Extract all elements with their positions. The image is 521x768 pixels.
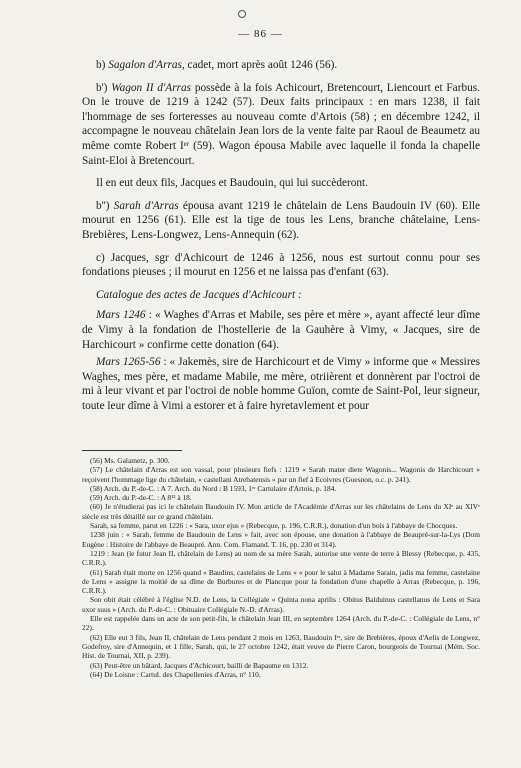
person-name: Sarah d'Arras bbox=[113, 199, 179, 212]
footnote-divider bbox=[82, 450, 182, 451]
footnote: (59) Arch. du P.-de-C. : A 8¹² à 18. bbox=[90, 493, 192, 503]
item-label: b'') bbox=[96, 199, 110, 212]
footnotes bbox=[82, 456, 480, 679]
footnote: (63) Peut-être un bâtard, Jacques d'Achicourt, bailli de Bapaume en 1312. bbox=[90, 660, 309, 670]
footnote-continuation: 1238 juin : « Sarah, femme de Baudouin de Lens » fait, avec son épouse, une donation à l'abbaye de Beaupré-sur-la-Lys (Dom Eugène : Histoire de l'abbaye de Beaupré. Ann. Com. Flamand. T. 16, pp. 230 et 314). bbox=[82, 530, 480, 549]
act-1265 bbox=[82, 355, 480, 413]
act-date: Mars 1246 bbox=[96, 309, 146, 322]
catalogue-heading bbox=[82, 288, 480, 303]
footnote: (62) Elle eut 3 fils, Jean II, châtelain de Lens pendant 2 mois en 1263, Baudouin Iᵉʳ, sire de Brebières, époux d'Aelis de Longwez, Godefroy, sire d'Annequin, et 1 fille, Sarah, qui, le 27 octobre 1242, était veuve de Pierre Caron, bourgeois de Tournai (Mém. Soc. Hist. de Tournai, XII, p. 239). bbox=[82, 632, 480, 661]
act-text: : « Jakemès, sire de Harchicourt et de Vimy » informe que « Messires Waghes, mes père, et madame Mabile, me mère, otriièrent et donnèrent par l'octroi de mi à leur vivant et par l'octroi de noble homme Guïon, comte de Saint-Pol, leur signeur, toute leur dîme à Vimi a estorer et à faire hyretavlement et pour bbox=[82, 356, 480, 412]
page-number: — 86 — bbox=[238, 28, 283, 40]
paragraph-wagon bbox=[82, 81, 480, 169]
footnote-continuation: Elle est rappelée dans un acte de son petit-fils, le châtelain Jean III, en septembre 1264 (Arch. du P.-de-C. : Collégiale de Lens, n° 22). bbox=[82, 614, 480, 633]
paragraph-sagalon bbox=[82, 58, 480, 73]
paragraph-jacques: c) Jacques, sgr d'Achicourt de 1246 à 1256, nous est surtout connu pour ses fondations pieuses ; il mourut en 1256 et ne laissa pas d'enfant (63). bbox=[82, 251, 480, 279]
footnote: (60) Je n'étudierai pas ici le châtelain Baudouin IV. Mon article de l'Académie d'Arras sur les châtelains de Lens du XIᵉ au XIVᵉ siècle est très détaillé sur ce grand châtelain. bbox=[82, 502, 480, 521]
paragraph-text: , cadet, mort après août 1246 (56). bbox=[181, 59, 338, 71]
person-name: Wagon II d'Arras bbox=[111, 81, 192, 94]
footnote-continuation: 1219 : Jean (le futur Jean II, châtelain de Lens) au nom de sa mère Sarah, autorise une vente de terre à Blessy (Rebecque, p. 435, C.R.R.). bbox=[82, 548, 480, 568]
paragraph-sarah bbox=[82, 199, 480, 243]
footnote: (56) Ms. Galametz, p. 300. bbox=[90, 456, 170, 465]
person-name: Sagalon d'Arras bbox=[108, 59, 182, 71]
footnote-continuation: Sarah, sa femme, parut en 1226 : « Sara, uxor ejus » (Rebecque, p. 196, C.R.R.), donation d'un bois à l'abbaye de Chocques. bbox=[90, 521, 458, 531]
act-date: Mars 1265-56 bbox=[96, 356, 161, 369]
catalogue-title: Catalogue des actes de Jacques d'Achicourt : bbox=[96, 288, 302, 301]
paragraph-text: épousa avant 1219 le châtelain de Lens Baudouin IV (60). Elle mourut en 1256 (61). Elle est la tige de tous les Lens, branche châtelaine, Lens-Brebières, Lens-Longwez, Lens-Annequin (62). bbox=[82, 199, 480, 241]
main-text bbox=[82, 58, 480, 421]
item-label: b) bbox=[96, 59, 106, 71]
act-text: : « Waghes d'Arras et Mabile, ses père et mère », ayant affecté leur dîme de Vimy à la fondation de l'hostellerie de la Gauhère à Vimy, « Jacques, sire de Harchicourt » confirme cette donation (64). bbox=[82, 309, 480, 351]
item-label: b') bbox=[96, 81, 108, 94]
paragraph-text: possède à la fois Achicourt, Bretencourt, Liencourt et Farbus. On le trouve de 1219 à 1242 (57). Deux faits principaux : en mars 1238, il fait l'hommage de ses forteresses au nouveau comte d'Artois (58) ; en décembre 1242, il accompagne le nouveau châtelain Jean lors de la vente faite par Raoul de Beaumetz au même comte Robert Iᵉʳ (59). Wagon épousa Mabile avec laquelle il fonda la chapelle Saint-Eloi à Bretencourt. bbox=[82, 81, 480, 167]
punch-hole-mark bbox=[238, 10, 246, 18]
footnote-continuation: Son obit était célébré à l'église N.D. de Lens, la Collégiale « Quinta nona aprilis : Obitus Balduinus castellanus de Lens et Sara uxor suus » (Arch. du P.-de-C. : Obituaire Collégiale N.-D. d'Arras). bbox=[82, 595, 480, 614]
footnote: (57) Le châtelain d'Arras est son vassal, pour plusieurs fiefs : 1219 « Sarah mater diete Wagonis... Wagonis de Harchicourt » reçoivent l'hommage lige du châtelain, « castellani Atrebatensis » par un fief à Ecoivres (Guesnon, o.c. p. 241). bbox=[82, 465, 480, 484]
footnote: (64) De Loisne : Cartul. des Chapellenies d'Arras, n° 110. bbox=[90, 669, 261, 679]
footnote: (58) Arch. du P.-de-C. : A 7. Arch. du Nord : B 1593, 1ᵉʳ Cartulaire d'Artois, p. 184. bbox=[90, 483, 337, 493]
paragraph-sons: Il en eut deux fils, Jacques et Baudouin, qui lui succèderont. bbox=[96, 177, 368, 190]
footnote: (61) Sarah était morte en 1256 quand « Baudins, castelains de Lens » « pour le salut à Madame Sarain, jadis ma femme, castelaine de Lens » assigne la moitié de sa dîme de Burbures et de Plancque pour la fondation d'une chapelle à Arras (Rebecque, p. 196, C.R.R.). bbox=[82, 567, 480, 596]
act-1246 bbox=[82, 308, 480, 352]
